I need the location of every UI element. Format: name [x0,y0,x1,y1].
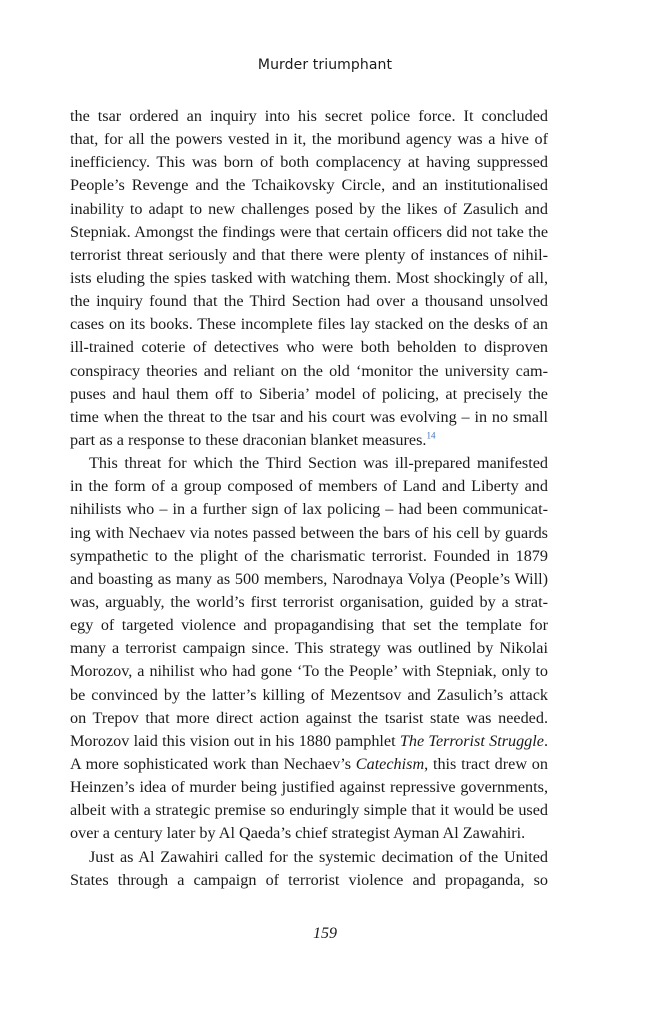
text-line [70,429,548,452]
endnote-reference-link[interactable]: 14 [426,430,436,441]
text-line: albeit with a strategic premise so enduringly simple that it would be used [70,801,548,820]
text-line: inability to adapt to new challenges posed by the likes of Zasulich and [70,199,548,218]
text-line: Just as Al Zawahiri called for the systemic decimation of the United [89,847,548,866]
text-line: the tsar ordered an inquiry into his secret police force. It concluded [70,107,548,125]
text-fragment: part as a response to these draconian blanket measures. [70,430,427,449]
text-line [70,753,548,776]
text-line: ill-trained coterie of detectives who were both beholden to disproven [70,338,548,357]
text-fragment: A more sophisticated work than Nechaev’s [70,754,356,773]
text-line: Heinzen’s idea of murder being justified against repressive governments, [70,778,548,797]
page-number: 159 [313,925,337,942]
text-line: nihilists who – in a further sign of lax policing – had been communicat- [70,500,548,519]
text-line: and boasting as many as 500 members, Narodnaya Volya (People’s Will) [70,569,548,588]
text-line: terrorist threat seriously and that there were plenty of instances of nihil- [70,245,548,264]
text-fragment: Morozov laid this vision out in his 1880 pamphlet [70,731,400,750]
text-line: be convinced by the latter’s killing of Mezentsov and Zasulich’s attack [70,685,548,704]
paragraph-2 [70,452,548,845]
paragraph-3 [70,846,548,892]
text-line: over a century later by Al Qaeda’s chief strategist Ayman Al Zawahiri. [70,824,526,843]
text-line: many a terrorist campaign since. This strategy was outlined by Nikolai [70,639,548,658]
text-line: the inquiry found that the Third Section had over a thousand unsolved [70,292,548,311]
paragraph-1 [70,105,548,452]
text-fragment: , this tract drew on [424,754,548,773]
text-line: sympathetic to the plight of the charismatic terrorist. Founded in 1879 [70,546,548,565]
text-line [70,730,548,753]
text-line: on Trepov that more direct action against the tsarist state was needed. [70,708,548,727]
text-line: cases on its books. These incomplete files lay stacked on the desks of an [70,315,548,334]
text-line: This threat for which the Third Section was ill-prepared manifested [89,454,548,473]
text-line: egy of targeted violence and propagandising that set the template for [70,616,548,635]
book-title: Catechism [355,754,425,773]
text-line: Morozov, a nihilist who had gone ‘To the People’ with Stepniak, only to [70,662,548,681]
body-text [70,105,548,892]
text-line: time when the threat to the tsar and his court was evolving – in no small [70,407,548,426]
text-line: conspiracy theories and reliant on the old ‘monitor the university cam- [70,361,548,380]
text-line: inefficiency. This was born of both complacency at having suppressed [70,153,548,172]
running-head: Murder triumphant [257,57,393,73]
text-line: was, arguably, the world’s first terrorist organisation, guided by a strat- [70,592,548,611]
text-line: People’s Revenge and the Tchaikovsky Circle, and an institutionalised [70,176,548,195]
text-line: in the form of a group composed of members of Land and Liberty and [70,477,548,496]
text-line: ing with Nechaev via notes passed between the bars of his cell by guards [70,523,548,542]
text-line: puses and haul them off to Siberia’ model of policing, at precisely the [70,384,548,403]
text-line: Stepniak. Amongst the findings were that certain officers did not take the [70,222,548,241]
book-title: The Terrorist Struggle [399,731,544,750]
text-line: States through a campaign of terrorist violence and propaganda, so [70,870,548,889]
text-line: that, for all the powers vested in it, the moribund agency was a hive of [70,130,548,149]
text-line: ists eluding the spies tasked with watching them. Most shockingly of all, [70,268,548,287]
text-fragment: . [543,731,549,750]
